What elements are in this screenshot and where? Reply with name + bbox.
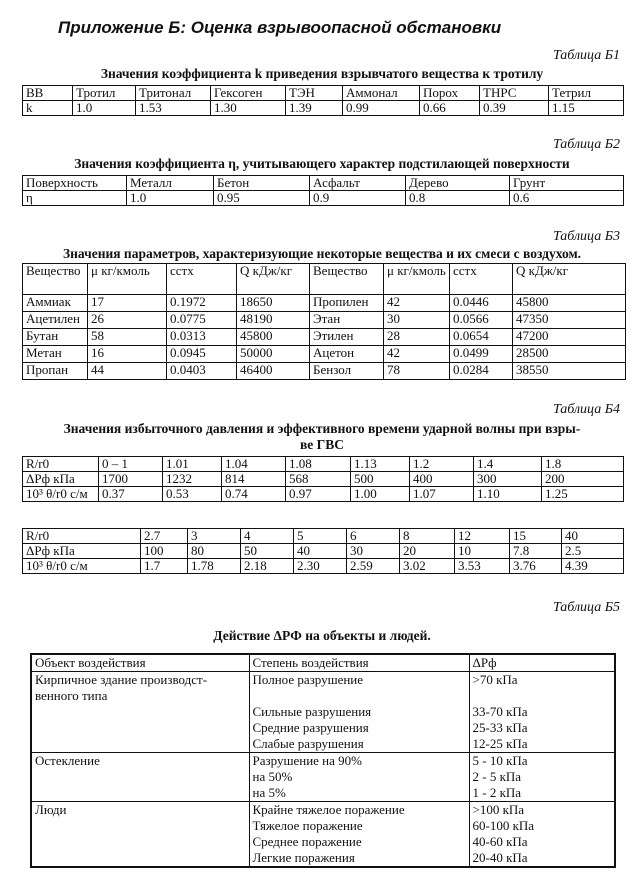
table-row [31, 802, 615, 868]
cell: 2.5 [562, 544, 624, 559]
table-b5-header-row [31, 654, 615, 672]
table-row [31, 672, 615, 753]
table-b4-label: Таблица Б4 [552, 402, 620, 417]
cell: 0.0403 [167, 363, 237, 380]
cell: 15 [510, 529, 562, 544]
table-b3-caption: Значения параметров, характеризующие некоторые вещества и их смеси с воздухом. [62, 246, 582, 261]
cell: 0.0566 [450, 312, 513, 329]
cell: ΔPф кПа [23, 472, 99, 487]
table-b5-label: Таблица Б5 [552, 600, 620, 615]
cell: Пропан [23, 363, 88, 380]
page-title: Приложение Б: Оценка взрывоопасной обстановки [58, 18, 502, 37]
cell: 1.78 [188, 559, 241, 574]
cell: 1.00 [351, 487, 410, 502]
cell: 0.0284 [450, 363, 513, 380]
table-b3-label: Таблица Б3 [552, 229, 620, 244]
cell: 40 [294, 544, 347, 559]
cell: 1.39 [286, 101, 343, 116]
table-b3 [22, 263, 626, 380]
table-b1-label: Таблица Б1 [552, 48, 620, 63]
cell: 0.97 [286, 487, 351, 502]
cell: 1.4 [474, 457, 542, 472]
table-row [23, 363, 626, 380]
cell: 1.01 [163, 457, 222, 472]
cell: 44 [88, 363, 167, 380]
cell: 2.30 [294, 559, 347, 574]
cell: Q кДж/кг [237, 264, 310, 295]
cell: Этилен [310, 329, 384, 346]
cell: ТНРС [480, 86, 549, 101]
cell: Бутан [23, 329, 88, 346]
cell: 1.0 [73, 101, 136, 116]
cell: Разрушение на 90% на 50% на 5% [249, 753, 469, 802]
cell: μ кг/кмоль [384, 264, 450, 295]
cell: Поверхность [23, 176, 127, 191]
cell: Степень воздействия [249, 654, 469, 672]
table-row [23, 559, 624, 574]
cell: 0 – 1 [99, 457, 163, 472]
cell: k [23, 101, 73, 116]
table-b2 [22, 175, 624, 206]
cell: Ацетон [310, 346, 384, 363]
cell: 5 [294, 529, 347, 544]
table-row [31, 753, 615, 802]
cell: η [23, 191, 127, 206]
table-b3-header-row [23, 264, 626, 295]
cell: 3.53 [455, 559, 510, 574]
cell: Аммиак [23, 295, 88, 312]
table-b5 [30, 653, 616, 868]
table-row [23, 346, 626, 363]
cell: 5 - 10 кПа 2 - 5 кПа 1 - 2 кПа [469, 753, 615, 802]
cell: 42 [384, 346, 450, 363]
cell: 26 [88, 312, 167, 329]
cell: 12 [455, 529, 510, 544]
cell: 58 [88, 329, 167, 346]
cell: 10 [455, 544, 510, 559]
table-b4-caption-line2: ве ГВС [299, 437, 344, 452]
cell: 2.59 [347, 559, 400, 574]
cell: Вещество [310, 264, 384, 295]
cell: 38550 [513, 363, 626, 380]
table-b4-caption-line1: Значения избыточного давления и эффективного времени ударной волны при взры- [63, 421, 581, 436]
table-b4-part2 [22, 528, 624, 574]
cell: Люди [31, 802, 249, 868]
cell: 1.15 [549, 101, 624, 116]
cell: 17 [88, 295, 167, 312]
cell: 46400 [237, 363, 310, 380]
table-row [23, 295, 626, 312]
cell: Метан [23, 346, 88, 363]
cell: 0.9 [310, 191, 406, 206]
cell: 80 [188, 544, 241, 559]
table-b2-caption: Значения коэффициента η, учитывающего характер подстилающей поверхности [74, 156, 570, 171]
cell: 1.04 [222, 457, 286, 472]
cell: 1.8 [542, 457, 624, 472]
cell: 47350 [513, 312, 626, 329]
cell: 47200 [513, 329, 626, 346]
cell: 0.0446 [450, 295, 513, 312]
cell: cстх [167, 264, 237, 295]
cell: 300 [474, 472, 542, 487]
cell: Бетон [214, 176, 310, 191]
table-b5-caption: Действие ΔPФ на объекты и людей. [213, 628, 431, 643]
cell: Пропилен [310, 295, 384, 312]
cell: 1.10 [474, 487, 542, 502]
cell: 0.99 [343, 101, 420, 116]
cell: 50 [241, 544, 294, 559]
cell: 1.0 [127, 191, 214, 206]
cell: 50000 [237, 346, 310, 363]
cell: μ кг/кмоль [88, 264, 167, 295]
cell: 1.30 [211, 101, 286, 116]
cell: 45800 [237, 329, 310, 346]
table-b2-label: Таблица Б2 [552, 137, 620, 152]
cell: 10³ θ/r0 с/м [23, 559, 141, 574]
cell: ΔPф [469, 654, 615, 672]
cell: 0.66 [420, 101, 480, 116]
cell: 1.07 [410, 487, 474, 502]
table-row [23, 329, 626, 346]
cell: 6 [347, 529, 400, 544]
cell: 40 [562, 529, 624, 544]
cell: R/r0 [23, 457, 99, 472]
cell: 30 [347, 544, 400, 559]
cell: cстх [450, 264, 513, 295]
cell: 0.53 [163, 487, 222, 502]
cell: Аммонал [343, 86, 420, 101]
cell: 100 [141, 544, 188, 559]
cell: 4.39 [562, 559, 624, 574]
table-row [23, 101, 624, 116]
cell: 0.0775 [167, 312, 237, 329]
cell: 16 [88, 346, 167, 363]
cell: Этан [310, 312, 384, 329]
cell: 45800 [513, 295, 626, 312]
cell: Вещество [23, 264, 88, 295]
cell: 814 [222, 472, 286, 487]
cell: 1700 [99, 472, 163, 487]
cell: Металл [127, 176, 214, 191]
cell: R/r0 [23, 529, 141, 544]
cell: 3 [188, 529, 241, 544]
cell: Остекление [31, 753, 249, 802]
cell: 0.0499 [450, 346, 513, 363]
table-b1-header-row [23, 86, 624, 101]
cell: Тротил [73, 86, 136, 101]
cell: 568 [286, 472, 351, 487]
cell: 1.25 [542, 487, 624, 502]
cell: Объект воздействия [31, 654, 249, 672]
cell: Полное разрушение Сильные разрушения Средние разрушения Слабые разрушения [249, 672, 469, 753]
cell: 7.8 [510, 544, 562, 559]
cell: 2.7 [141, 529, 188, 544]
cell: 500 [351, 472, 410, 487]
cell: Тетрил [549, 86, 624, 101]
table-row [23, 529, 624, 544]
cell: 400 [410, 472, 474, 487]
table-b2-header-row [23, 176, 624, 191]
cell: 10³ θ/r0 с/м [23, 487, 99, 502]
cell: 0.1972 [167, 295, 237, 312]
cell: 20 [400, 544, 455, 559]
table-row [23, 312, 626, 329]
cell: 1.08 [286, 457, 351, 472]
cell: 48190 [237, 312, 310, 329]
table-row [23, 544, 624, 559]
cell: ВВ [23, 86, 73, 101]
cell: Грунт [510, 176, 624, 191]
table-row [23, 472, 624, 487]
cell: 0.6 [510, 191, 624, 206]
cell: Ацетилен [23, 312, 88, 329]
cell: 1.13 [351, 457, 410, 472]
table-row [23, 457, 624, 472]
cell: 30 [384, 312, 450, 329]
table-b4-part1 [22, 456, 624, 502]
cell: 0.8 [406, 191, 510, 206]
cell: ΔPф кПа [23, 544, 141, 559]
table-row [23, 191, 624, 206]
table-b1-caption: Значения коэффициента k приведения взрывчатого вещества к тротилу [100, 66, 544, 81]
cell: 0.0945 [167, 346, 237, 363]
cell: Кирпичное здание производст- венного типа [31, 672, 249, 753]
cell: 1.7 [141, 559, 188, 574]
table-row [23, 487, 624, 502]
cell: Бензол [310, 363, 384, 380]
cell: 0.37 [99, 487, 163, 502]
cell: 0.0313 [167, 329, 237, 346]
cell: 78 [384, 363, 450, 380]
cell: 200 [542, 472, 624, 487]
cell: ТЭН [286, 86, 343, 101]
cell: Тритонал [136, 86, 211, 101]
cell: 2.18 [241, 559, 294, 574]
cell: 3.76 [510, 559, 562, 574]
cell: Дерево [406, 176, 510, 191]
cell: Порох [420, 86, 480, 101]
cell: >70 кПа 33-70 кПа 25-33 кПа 12-25 кПа [469, 672, 615, 753]
cell: 28 [384, 329, 450, 346]
cell: >100 кПа 60-100 кПа 40-60 кПа 20-40 кПа [469, 802, 615, 868]
table-b1 [22, 85, 624, 116]
cell: 18650 [237, 295, 310, 312]
cell: 8 [400, 529, 455, 544]
cell: 0.95 [214, 191, 310, 206]
cell: 42 [384, 295, 450, 312]
cell: 0.39 [480, 101, 549, 116]
cell: Q кДж/кг [513, 264, 626, 295]
cell: Гексоген [211, 86, 286, 101]
cell: 1232 [163, 472, 222, 487]
cell: 4 [241, 529, 294, 544]
cell: 28500 [513, 346, 626, 363]
cell: 0.74 [222, 487, 286, 502]
cell: Асфальт [310, 176, 406, 191]
cell: 1.53 [136, 101, 211, 116]
cell: Крайне тяжелое поражение Тяжелое поражение Среднее поражение Легкие поражения [249, 802, 469, 868]
cell: 3.02 [400, 559, 455, 574]
cell: 1.2 [410, 457, 474, 472]
cell: 0.0654 [450, 329, 513, 346]
